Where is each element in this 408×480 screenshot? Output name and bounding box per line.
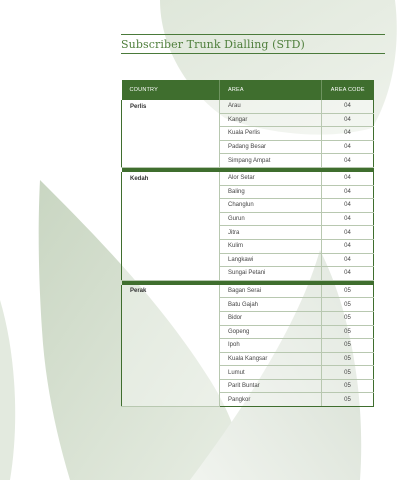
title-rule-bottom	[121, 53, 385, 54]
table-row	[122, 339, 374, 353]
leaf-left-edge	[0, 300, 15, 480]
area-name: Parit Buntar	[220, 379, 322, 393]
state-cell-empty	[122, 154, 220, 168]
area-name: Baling	[220, 185, 322, 199]
area-code: 05	[322, 379, 374, 393]
state-cell-empty	[122, 212, 220, 226]
std-table	[121, 80, 374, 407]
table-row	[122, 285, 374, 298]
state-cell-empty	[122, 339, 220, 353]
state-cell-empty	[122, 113, 220, 127]
page-title: Subscriber Trunk Dialling (STD)	[121, 38, 305, 51]
header-area: AREA	[220, 80, 322, 100]
table-header-row	[122, 80, 374, 100]
table-row	[122, 379, 374, 393]
area-code: 04	[322, 267, 374, 281]
area-code: 04	[322, 253, 374, 267]
area-name: Batu Gajah	[220, 298, 322, 312]
area-name: Changlun	[220, 199, 322, 213]
area-name: Langkawi	[220, 253, 322, 267]
state-cell-empty	[122, 298, 220, 312]
state-cell-empty	[122, 379, 220, 393]
area-name: Kuala Perlis	[220, 127, 322, 141]
table-row	[122, 127, 374, 141]
area-name: Kuala Kangsar	[220, 352, 322, 366]
area-code: 05	[322, 339, 374, 353]
state-cell-empty	[122, 325, 220, 339]
table-row	[122, 325, 374, 339]
table-row	[122, 212, 374, 226]
area-code: 04	[322, 113, 374, 127]
area-code: 04	[322, 212, 374, 226]
area-code: 04	[322, 185, 374, 199]
table-row	[122, 172, 374, 185]
area-name: Pangkor	[220, 393, 322, 407]
state-cell-empty	[122, 393, 220, 407]
table-row	[122, 393, 374, 407]
table-body	[122, 100, 374, 407]
area-code: 04	[322, 100, 374, 113]
title-rule-top	[121, 34, 385, 35]
table-row	[122, 154, 374, 168]
area-name: Arau	[220, 100, 322, 113]
area-name: Padang Besar	[220, 140, 322, 154]
area-name: Gopeng	[220, 325, 322, 339]
area-name: Ipoh	[220, 339, 322, 353]
area-name: Kulim	[220, 239, 322, 253]
area-name: Bidor	[220, 311, 322, 325]
state-name: Perlis	[122, 100, 220, 113]
table-row	[122, 100, 374, 113]
area-code: 05	[322, 366, 374, 380]
table-row	[122, 366, 374, 380]
area-code: 05	[322, 393, 374, 407]
area-code: 04	[322, 199, 374, 213]
area-name: Bagan Serai	[220, 285, 322, 298]
area-code: 05	[322, 298, 374, 312]
state-cell-empty	[122, 226, 220, 240]
table-row	[122, 311, 374, 325]
state-cell-empty	[122, 140, 220, 154]
title-block	[121, 34, 385, 54]
area-name: Kangar	[220, 113, 322, 127]
area-name: Gurun	[220, 212, 322, 226]
area-code: 05	[322, 311, 374, 325]
header-area-code: AREA CODE	[322, 80, 374, 100]
table-row	[122, 298, 374, 312]
table-row	[122, 352, 374, 366]
area-code: 04	[322, 154, 374, 168]
table-row	[122, 113, 374, 127]
area-code: 05	[322, 285, 374, 298]
state-cell-empty	[122, 352, 220, 366]
table-row	[122, 185, 374, 199]
state-name: Perak	[122, 285, 220, 298]
state-cell-empty	[122, 127, 220, 141]
area-name: Simpang Ampat	[220, 154, 322, 168]
area-code: 04	[322, 239, 374, 253]
area-code: 05	[322, 325, 374, 339]
area-name: Sungai Petani	[220, 267, 322, 281]
table-row	[122, 267, 374, 281]
state-cell-empty	[122, 239, 220, 253]
state-cell-empty	[122, 199, 220, 213]
state-name: Kedah	[122, 172, 220, 185]
table-row	[122, 226, 374, 240]
area-name: Alor Setar	[220, 172, 322, 185]
state-cell-empty	[122, 185, 220, 199]
area-name: Jitra	[220, 226, 322, 240]
state-cell-empty	[122, 267, 220, 281]
state-cell-empty	[122, 311, 220, 325]
area-code: 04	[322, 127, 374, 141]
state-cell-empty	[122, 366, 220, 380]
table-row	[122, 140, 374, 154]
area-code: 04	[322, 226, 374, 240]
area-code: 04	[322, 140, 374, 154]
table-row	[122, 239, 374, 253]
area-name: Lumut	[220, 366, 322, 380]
state-cell-empty	[122, 253, 220, 267]
header-country: COUNTRY	[122, 80, 220, 100]
area-code: 05	[322, 352, 374, 366]
table-row	[122, 253, 374, 267]
table-row	[122, 199, 374, 213]
area-code: 04	[322, 172, 374, 185]
